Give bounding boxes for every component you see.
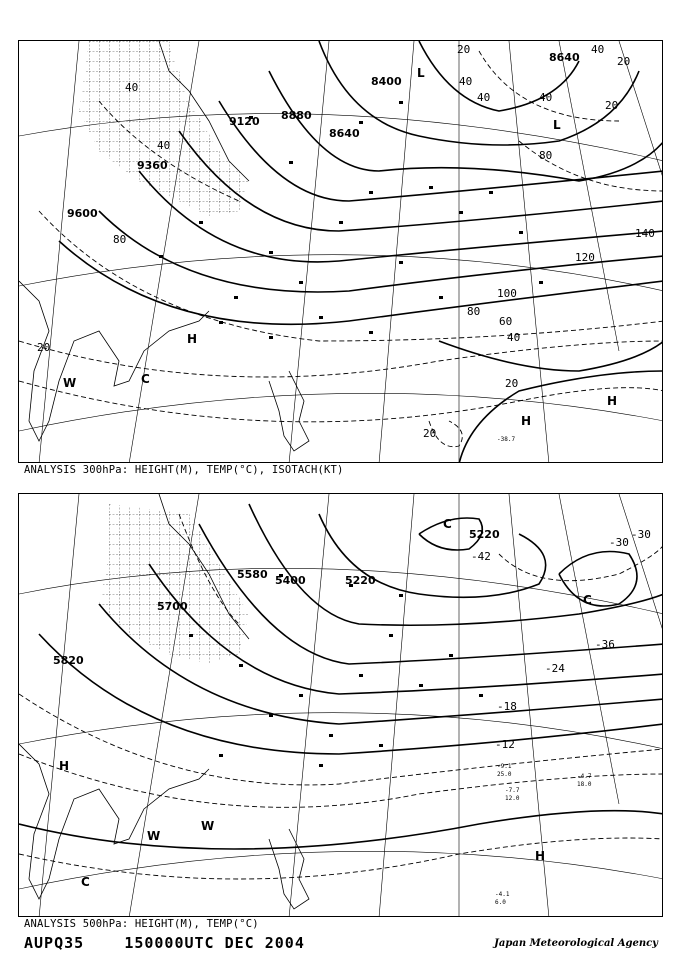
isotach-label: 80 [113, 233, 127, 246]
isotach-label: 100 [497, 287, 517, 300]
cold-center: C [583, 593, 592, 607]
height-label: 5220 [469, 528, 500, 541]
isotach-label: 80 [539, 149, 553, 162]
high-center: H [521, 414, 532, 428]
isotach-label: 40 [507, 331, 521, 344]
station-temp: -4.1 [495, 891, 510, 898]
height-label: 9600 [67, 207, 98, 220]
low-center: L [417, 66, 425, 80]
isotach-label: 40 [125, 81, 139, 94]
caption-500hpa: ANALYSIS 500hPa: HEIGHT(M), TEMP(°C) [24, 918, 259, 930]
height-label: 8640 [549, 51, 580, 64]
station-values [495, 763, 592, 906]
isotach-label: 40 [539, 91, 553, 104]
station-dew: 18.0 [577, 781, 592, 788]
station-dew: 25.0 [497, 771, 512, 778]
terrain-hatch [99, 504, 249, 664]
height-label: 5820 [53, 654, 84, 667]
height-label: 5700 [157, 600, 188, 613]
isotach-label: 20 [505, 377, 519, 390]
caption-300hpa: ANALYSIS 300hPa: HEIGHT(M), TEMP(°C), ISOTACH(KT) [24, 464, 344, 476]
height-label: 5400 [275, 574, 306, 587]
cold-center: C [141, 372, 150, 386]
height-label: 8400 [371, 75, 402, 88]
temp-label: -42 [471, 550, 491, 563]
warm-center: W [147, 829, 161, 843]
cold-center: C [81, 875, 90, 889]
high-center: H [535, 849, 546, 863]
isotach-label: 80 [467, 305, 481, 318]
low-center: L [553, 118, 561, 132]
temp-label: -36 [595, 638, 615, 651]
isotach-label: 40 [477, 91, 491, 104]
isotherm-labels [471, 528, 651, 751]
isotach-label: 20 [617, 55, 631, 68]
height-label: 8880 [281, 109, 312, 122]
cold-center: C [443, 517, 452, 531]
isotach-label: 40 [591, 43, 605, 56]
chart-id: AUPQ35 [24, 934, 85, 952]
temp-label: -38.7 [497, 436, 516, 443]
station-dew: 12.0 [505, 795, 520, 802]
high-center: H [59, 759, 70, 773]
map-500hpa [18, 493, 663, 917]
isotach-label: 40 [157, 139, 171, 152]
height-label: 5580 [237, 568, 268, 581]
height-label: 8640 [329, 127, 360, 140]
isotach-label: 140 [635, 227, 655, 240]
agency-name: Japan Meteorological Agency [494, 938, 658, 949]
isotach-label: 20 [423, 427, 437, 440]
map-300hpa [18, 40, 663, 463]
height-label: 9120 [229, 115, 260, 128]
valid-time: 150000UTC DEC 2004 [124, 934, 305, 952]
temp-label: -30 [609, 536, 629, 549]
height-label: 5220 [345, 574, 376, 587]
isotach-label: 20 [37, 341, 51, 354]
temp-label: -30 [631, 528, 651, 541]
isotach-label: 120 [575, 251, 595, 264]
map-500hpa-svg [19, 494, 663, 917]
map-300hpa-svg [19, 41, 663, 463]
temp-label: -24 [545, 662, 565, 675]
station-temp: -4.7 [577, 773, 592, 780]
chart-id-footer [24, 934, 305, 952]
isotach-label: 60 [499, 315, 513, 328]
temp-label: -12 [495, 738, 515, 751]
high-center: H [607, 394, 618, 408]
terrain-hatch [79, 41, 249, 216]
station-temp: -9.1 [497, 763, 512, 770]
station-dew: 6.0 [495, 899, 506, 906]
height-label: 9360 [137, 159, 168, 172]
isotach-label: 20 [457, 43, 471, 56]
high-center: H [187, 332, 198, 346]
temp-label: -18 [497, 700, 517, 713]
warm-center: W [63, 376, 77, 390]
isotach-label: 20 [605, 99, 619, 112]
warm-center: W [201, 819, 215, 833]
isotach-label: 40 [459, 75, 473, 88]
station-temp: -7.7 [505, 787, 520, 794]
